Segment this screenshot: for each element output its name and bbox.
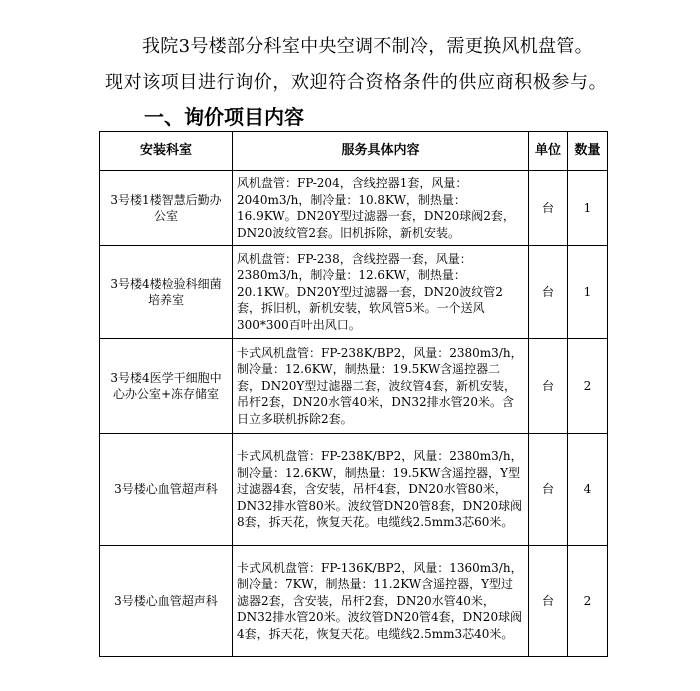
cell-content: 卡式风机盘管：FP-238K/BP2，风量：2380m3/h，制冷量：12.6KW，制热量：19.5KW含遥控器，Y型过滤器4套，含安装，吊杆4套，DN20水管80米，DN32排水管80米。波纹管DN20管8套，DN20球阀8套，拆天花，恢复天花。电缆线2.5mm3芯60米。: [233, 434, 529, 546]
cell-content: 风机盘管：FP-238，含线控器一套，风量：2380m3/h，制冷量：12.6KW，制热量：20.1KW。DN20Y型过滤器一套，DN20波纹管2套，拆旧机，新机安装，软风管5米。一个送风300*300百叶出风口。: [233, 246, 529, 339]
intro-paragraph-line-2: 现对该项目进行询价，欢迎符合资格条件的供应商积极参与。: [105, 72, 608, 93]
header-unit: 单位: [529, 132, 568, 171]
table-row: [100, 546, 608, 657]
cell-qty: 2: [568, 339, 608, 434]
table-row: [100, 339, 608, 434]
cell-dept: 3号楼心血管超声科: [100, 434, 233, 546]
table-row: [100, 246, 608, 339]
inquiry-items-table: [99, 131, 608, 657]
cell-dept: 3号楼4医学干细胞中心办公室+冻存储室: [100, 339, 233, 434]
cell-content: 卡式风机盘管：FP-238K/BP2，风量：2380m3/h，制冷量：12.6KW，制热量：19.5KW含遥控器二套，DN20Y型过滤器二套，波纹管4套，新机安装，吊杆2套，DN20水管40米，DN32排水管20米。含日立多联机拆除2套。: [233, 339, 529, 434]
table-row: [100, 434, 608, 546]
cell-dept: 3号楼4楼检验科细菌培养室: [100, 246, 233, 339]
cell-unit: 台: [529, 246, 568, 339]
table-row: [100, 171, 608, 246]
header-dept: 安装科室: [100, 132, 233, 171]
section-title: 一、询价项目内容: [144, 105, 304, 129]
table-header-row: [100, 132, 608, 171]
cell-dept: 3号楼心血管超声科: [100, 546, 233, 657]
cell-qty: 2: [568, 546, 608, 657]
header-content: 服务具体内容: [233, 132, 529, 171]
cell-qty: 1: [568, 171, 608, 246]
cell-qty: 1: [568, 246, 608, 339]
cell-unit: 台: [529, 546, 568, 657]
intro-paragraph-line-1: 我院3号楼部分科室中央空调不制冷，需更换风机盘管。: [142, 36, 593, 57]
cell-content: 风机盘管：FP-204，含线控器1套，风量：2040m3/h，制冷量：10.8KW，制热量：16.9KW。DN20Y型过滤器一套，DN20球阀2套，DN20波纹管2套。旧机拆除，新机安装。: [233, 171, 529, 246]
cell-unit: 台: [529, 171, 568, 246]
cell-dept: 3号楼1楼智慧后勤办公室: [100, 171, 233, 246]
header-qty: 数量: [568, 132, 608, 171]
cell-unit: 台: [529, 434, 568, 546]
cell-unit: 台: [529, 339, 568, 434]
cell-qty: 4: [568, 434, 608, 546]
cell-content: 卡式风机盘管：FP-136K/BP2，风量：1360m3/h，制冷量：7KW，制热量：11.2KW含遥控器，Y型过滤器2套，含安装，吊杆2套，DN20水管40米，DN32排水管20米。波纹管DN20管4套，DN20球阀4套，拆天花，恢复天花。电缆线2.5mm3芯40米。: [233, 546, 529, 657]
